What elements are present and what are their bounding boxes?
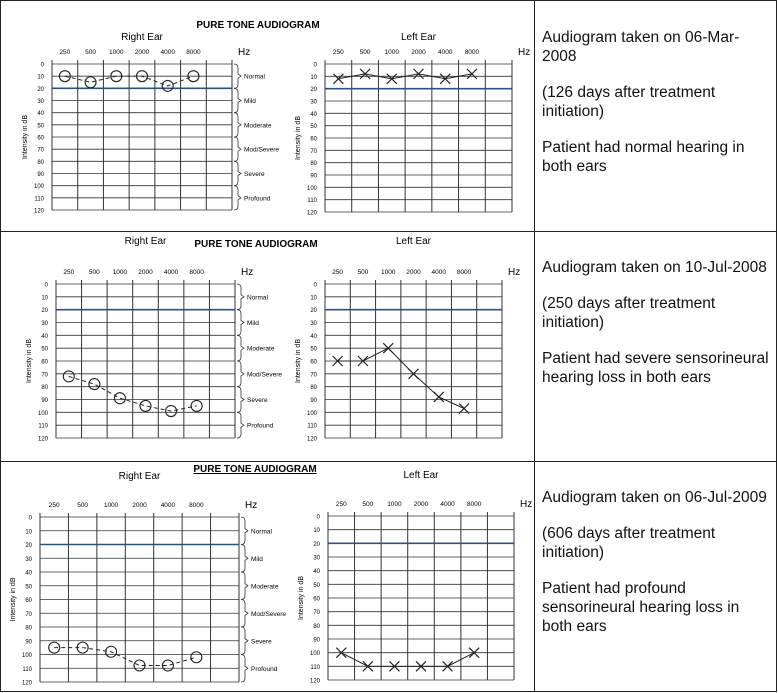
row-2 xyxy=(0,232,777,462)
right-ear-marker xyxy=(114,393,125,404)
db-tick-label: 0 xyxy=(44,282,48,289)
db-tick-label: 70 xyxy=(37,147,44,154)
y-axis-label: Intensity in dB xyxy=(10,577,17,622)
db-tick-label: 30 xyxy=(313,555,320,562)
hearing-category-label: Moderate xyxy=(251,583,279,591)
frequency-tick-label: 1000 xyxy=(380,269,396,276)
y-axis-label: Intensity in dB xyxy=(298,576,305,620)
db-tick-label: 100 xyxy=(309,651,320,658)
hearing-category-label: Mild xyxy=(247,320,259,327)
frequency-tick-label: 4000 xyxy=(431,269,447,276)
category-brace xyxy=(234,186,241,210)
db-tick-label: 30 xyxy=(310,99,317,106)
y-axis-label: Intensity in dB xyxy=(295,116,302,160)
ear-title: Left Ear xyxy=(395,236,432,247)
db-tick-label: 60 xyxy=(41,359,48,366)
db-tick-label: 80 xyxy=(310,161,317,168)
frequency-tick-label: 500 xyxy=(357,269,369,276)
db-tick-label: 60 xyxy=(310,359,317,366)
db-tick-label: 10 xyxy=(310,295,317,302)
db-tick-label: 30 xyxy=(25,556,32,563)
frequency-tick-label: 2000 xyxy=(413,501,429,508)
db-tick-label: 90 xyxy=(41,398,48,404)
db-tick-label: 0 xyxy=(28,515,32,522)
db-tick-label: 10 xyxy=(25,529,32,536)
hz-label: Hz xyxy=(508,267,521,278)
frequency-tick-label: 500 xyxy=(362,501,374,508)
frequency-tick-label: 500 xyxy=(85,49,97,56)
db-tick-label: 80 xyxy=(41,385,48,392)
frequency-tick-label: 1000 xyxy=(109,49,124,56)
hearing-category-label: Mild xyxy=(251,555,263,563)
db-tick-label: 60 xyxy=(310,136,317,143)
db-tick-label: 120 xyxy=(37,436,48,443)
left-ear-panel xyxy=(298,470,532,685)
ear-title: Right Ear xyxy=(124,236,167,247)
hearing-category-label: Severe xyxy=(251,638,272,646)
db-tick-label: 70 xyxy=(310,148,317,155)
audiogram-3 xyxy=(0,462,534,692)
frequency-tick-label: 2000 xyxy=(138,269,153,276)
hearing-category-label: Mod/Severe xyxy=(244,146,280,154)
db-tick-label: 20 xyxy=(313,541,320,548)
hearing-category-label: Moderate xyxy=(244,122,272,130)
hearing-category-label: Mod/Severe xyxy=(247,371,283,379)
hearing-category-label: Severe xyxy=(247,397,268,404)
db-tick-label: 120 xyxy=(21,680,32,687)
row-3 xyxy=(0,462,777,692)
db-tick-label: 20 xyxy=(37,86,44,93)
category-brace xyxy=(241,627,248,655)
db-tick-label: 100 xyxy=(306,185,317,192)
category-brace xyxy=(237,387,244,413)
category-brace xyxy=(241,655,248,683)
audiogram-date: Audiogram taken on 06-Mar-2008 xyxy=(542,29,740,65)
audiogram-2 xyxy=(0,232,534,462)
frequency-tick-label: 4000 xyxy=(160,502,176,509)
category-brace xyxy=(234,137,241,161)
db-tick-label: 50 xyxy=(41,346,48,353)
right-ear-marker xyxy=(140,400,151,411)
y-axis-label: Intensity in dB xyxy=(295,339,302,383)
frequency-tick-label: 4000 xyxy=(163,269,179,276)
left-ear-marker xyxy=(360,69,370,79)
db-tick-label: 50 xyxy=(37,123,44,130)
db-tick-label: 80 xyxy=(25,625,32,632)
category-brace xyxy=(241,517,248,545)
frequency-tick-label: 2000 xyxy=(411,49,426,56)
db-tick-label: 90 xyxy=(310,173,317,180)
frequency-tick-label: 8000 xyxy=(456,269,472,276)
db-tick-label: 10 xyxy=(37,74,44,81)
db-tick-label: 50 xyxy=(313,582,320,589)
hz-label: Hz xyxy=(520,499,533,510)
db-tick-label: 100 xyxy=(37,410,48,417)
frequency-tick-label: 4000 xyxy=(160,49,175,56)
db-tick-label: 40 xyxy=(37,111,44,118)
frequency-tick-label: 8000 xyxy=(466,501,482,508)
frequency-tick-label: 250 xyxy=(59,49,71,56)
left-ear-panel xyxy=(295,32,530,217)
category-brace xyxy=(241,545,248,573)
category-brace xyxy=(237,284,244,310)
ear-title: Right Ear xyxy=(118,471,161,482)
db-tick-label: 0 xyxy=(316,514,320,521)
db-tick-label: 20 xyxy=(310,308,317,315)
category-brace xyxy=(234,161,241,185)
db-tick-label: 90 xyxy=(37,172,44,178)
db-tick-label: 90 xyxy=(310,398,317,404)
db-tick-label: 10 xyxy=(310,74,317,81)
db-tick-label: 100 xyxy=(306,410,317,417)
ear-title: Left Ear xyxy=(400,32,437,43)
db-tick-label: 50 xyxy=(25,584,32,591)
frequency-tick-label: 500 xyxy=(88,269,100,276)
hearing-category-label: Profound xyxy=(251,665,278,673)
db-tick-label: 60 xyxy=(37,135,44,142)
db-tick-label: 90 xyxy=(25,639,32,646)
days-after-treatment: (126 days after treatment initiation) xyxy=(542,84,716,120)
db-tick-label: 110 xyxy=(310,664,320,671)
hz-label: Hz xyxy=(518,47,531,58)
db-tick-label: 70 xyxy=(313,610,320,617)
frequency-tick-label: 2000 xyxy=(134,49,150,56)
db-tick-label: 0 xyxy=(40,62,44,69)
db-tick-label: 40 xyxy=(25,570,32,577)
ear-title: Left Ear xyxy=(403,470,439,481)
left-ear-marker xyxy=(414,69,424,79)
frequency-tick-label: 250 xyxy=(63,269,75,276)
db-tick-label: 120 xyxy=(33,208,44,215)
db-tick-label: 20 xyxy=(25,543,32,549)
left-ear-marker xyxy=(387,74,397,84)
db-tick-label: 90 xyxy=(313,637,320,644)
hearing-category-label: Mild xyxy=(244,98,256,105)
category-brace xyxy=(241,572,248,600)
hearing-category-label: Normal xyxy=(244,73,265,81)
frequency-tick-label: 1000 xyxy=(384,49,400,56)
chart-title: PURE TONE AUDIOGRAM xyxy=(193,464,317,475)
db-tick-label: 50 xyxy=(310,124,317,131)
description-3 xyxy=(542,488,772,653)
db-tick-label: 0 xyxy=(313,282,317,289)
description-1 xyxy=(542,28,772,193)
frequency-tick-label: 500 xyxy=(359,49,371,56)
right-ear-panel xyxy=(22,32,279,215)
row-1 xyxy=(0,0,777,232)
frequency-tick-label: 8000 xyxy=(464,49,480,56)
audiogram-date: Audiogram taken on 06-Jul-2009 xyxy=(542,489,767,506)
finding: Patient had profound sensorineural hearing loss in both ears xyxy=(542,580,740,635)
category-brace xyxy=(234,113,241,137)
audiogram-1 xyxy=(0,0,534,232)
right-ear-panel xyxy=(26,236,282,443)
db-tick-label: 70 xyxy=(25,611,32,618)
db-tick-label: 110 xyxy=(34,196,44,203)
db-tick-label: 100 xyxy=(33,184,44,191)
category-brace xyxy=(241,600,248,628)
db-tick-label: 80 xyxy=(310,385,317,392)
db-tick-label: 70 xyxy=(41,372,48,379)
days-after-treatment: (250 days after treatment initiation) xyxy=(542,295,716,331)
db-tick-label: 110 xyxy=(38,423,48,430)
db-tick-label: 60 xyxy=(25,598,32,604)
hearing-category-label: Moderate xyxy=(247,345,275,353)
hearing-category-label: Normal xyxy=(247,294,268,302)
db-tick-label: 50 xyxy=(310,346,317,353)
db-tick-label: 40 xyxy=(313,569,320,576)
db-tick-label: 30 xyxy=(310,321,317,327)
hearing-category-label: Severe xyxy=(244,171,265,178)
frequency-tick-label: 4000 xyxy=(440,501,455,508)
db-tick-label: 40 xyxy=(41,333,48,340)
description-2 xyxy=(542,258,772,404)
category-brace xyxy=(234,64,241,88)
db-tick-label: 120 xyxy=(306,210,317,217)
frequency-tick-label: 2000 xyxy=(406,269,421,276)
hearing-category-label: Profound xyxy=(247,422,274,430)
audiogram-date: Audiogram taken on 10-Jul-2008 xyxy=(542,259,767,276)
finding: Patient had normal hearing in both ears xyxy=(542,139,745,175)
hearing-category-label: Mod/Severe xyxy=(251,610,287,618)
frequency-tick-label: 500 xyxy=(77,502,89,509)
left-ear-marker xyxy=(333,74,343,84)
frequency-tick-label: 8000 xyxy=(189,502,204,509)
category-brace xyxy=(234,88,241,112)
left-ear-marker xyxy=(467,69,477,79)
db-tick-label: 70 xyxy=(310,372,317,379)
hearing-category-label: Normal xyxy=(251,528,272,536)
db-tick-label: 110 xyxy=(22,666,32,673)
hz-label: Hz xyxy=(241,267,254,278)
db-tick-label: 10 xyxy=(41,295,48,302)
y-axis-label: Intensity in dB xyxy=(22,115,29,159)
category-brace xyxy=(237,412,244,438)
frequency-tick-label: 250 xyxy=(332,269,344,276)
db-tick-label: 30 xyxy=(37,99,44,105)
right-ear-panel xyxy=(10,471,286,687)
chart-title: PURE TONE AUDIOGRAM xyxy=(194,239,318,250)
category-brace xyxy=(237,361,244,387)
category-brace xyxy=(237,310,244,336)
right-ear-marker xyxy=(191,652,202,663)
db-tick-label: 10 xyxy=(313,528,320,535)
db-tick-label: 80 xyxy=(313,623,320,630)
db-tick-label: 40 xyxy=(310,111,317,118)
db-tick-label: 20 xyxy=(310,87,317,94)
frequency-tick-label: 8000 xyxy=(189,269,204,276)
frequency-tick-label: 4000 xyxy=(437,49,453,56)
hz-label: Hz xyxy=(245,500,258,511)
right-ear-marker xyxy=(85,77,96,88)
left-ear-panel xyxy=(295,236,520,443)
db-tick-label: 120 xyxy=(309,678,320,685)
frequency-tick-label: 250 xyxy=(48,502,60,509)
hearing-category-label: Profound xyxy=(244,195,271,203)
db-tick-label: 40 xyxy=(310,333,317,340)
ear-title: Right Ear xyxy=(121,32,163,43)
db-tick-label: 30 xyxy=(41,321,48,327)
category-brace xyxy=(237,335,244,361)
db-tick-label: 20 xyxy=(41,308,48,315)
db-tick-label: 100 xyxy=(21,653,32,659)
frequency-tick-label: 2000 xyxy=(132,502,147,509)
left-ear-marker xyxy=(434,392,444,402)
db-tick-label: 80 xyxy=(37,159,44,166)
db-tick-label: 60 xyxy=(313,596,320,603)
db-tick-label: 120 xyxy=(306,436,317,443)
frequency-tick-label: 8000 xyxy=(186,49,201,56)
db-tick-label: 110 xyxy=(307,423,317,430)
chart-title: PURE TONE AUDIOGRAM xyxy=(196,20,320,31)
frequency-tick-label: 1000 xyxy=(103,502,119,509)
frequency-tick-label: 250 xyxy=(335,501,347,508)
finding: Patient had severe sensorineural hearing loss in both ears xyxy=(542,350,769,386)
db-tick-label: 110 xyxy=(307,198,317,205)
left-ear-marker xyxy=(440,74,450,84)
frequency-tick-label: 250 xyxy=(332,49,344,56)
frequency-tick-label: 1000 xyxy=(112,269,128,276)
hz-label: Hz xyxy=(238,47,251,58)
frequency-tick-label: 1000 xyxy=(387,501,402,508)
db-tick-label: 0 xyxy=(313,62,317,69)
y-axis-label: Intensity in dB xyxy=(26,339,33,383)
right-ear-marker xyxy=(89,379,100,390)
days-after-treatment: (606 days after treatment initiation) xyxy=(542,525,716,561)
